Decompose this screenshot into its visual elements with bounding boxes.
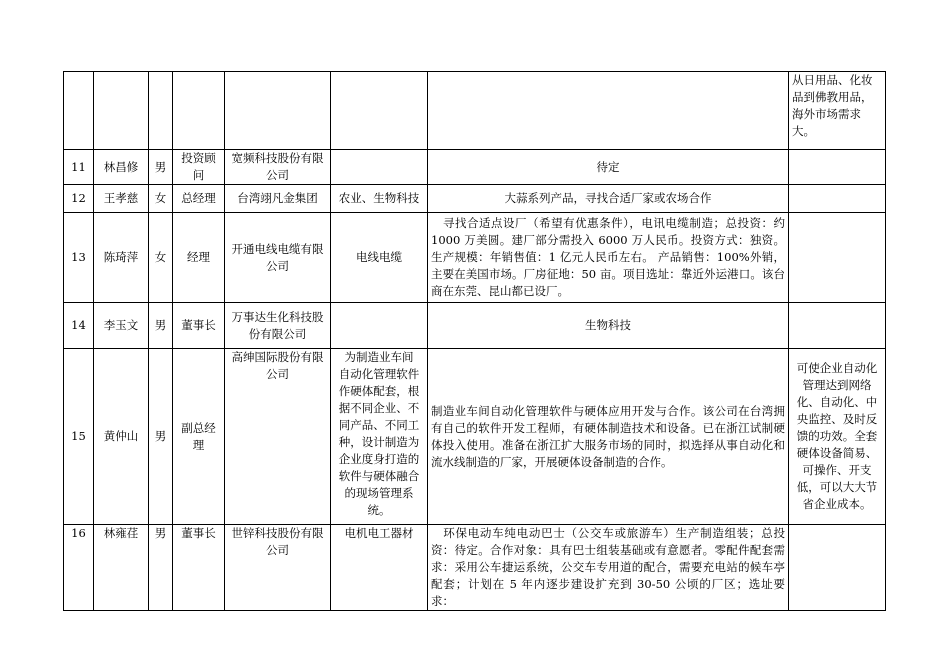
cell-description: 寻找合适点设厂（希望有优惠条件），电讯电缆制造；总投资：约 1000 万美圆。建厂部分需投入 6000 万人民币。投资方式：独资。生产规模：年销售值：1 亿元人民币左右。 产品销售：100%外销，主要在美国市场。厂房征地：50 亩。项目选址：靠近外运港口。该台商在东莞、昆山都已设厂。 [428,213,789,303]
cell-company: 世锌科技股份有限 公司 [225,525,331,611]
cell-no: 15 [64,349,94,525]
cell-note [789,303,886,349]
cell-company: 台湾翊凡金集团 [225,185,331,213]
cell-note [789,525,886,611]
cell-name: 林雍荏 [94,525,149,611]
cell-gender: 男 [149,349,173,525]
cell-no: 12 [64,185,94,213]
cell-name: 陈琦萍 [94,213,149,303]
cell-name: 林昌修 [94,150,149,185]
cell-name: 黄仲山 [94,349,149,525]
cell-description: 环保电动车纯电动巴士（公交车或旅游车）生产制造组装；总投资：待定。合作对象：具有巴士组装基础或有意愿者。零配件配套需求：采用公车捷运系统，公交车专用道的配合，需要充电站的候车亭配套；计划在 5 年内逐步建设扩充到 30-50 公顷的厂区；选址要求： [428,525,789,611]
cell-industry [331,303,428,349]
cell-gender [149,72,173,150]
table-row [64,525,886,611]
cell-industry [331,72,428,150]
cell-name: 李玉文 [94,303,149,349]
cell-company: 万事达生化科技股 份有限公司 [225,303,331,349]
cell-no: 14 [64,303,94,349]
cell-title: 董事长 [173,525,225,611]
cell-title: 董事长 [173,303,225,349]
cell-name: 王孝慈 [94,185,149,213]
cell-title: 副总经理 [173,349,225,525]
cell-note: 可使企业自动化 管理达到网络 化、自动化、中 央监控、及时反 馈的功效。全套 硬体设备简易、 可操作、开支 低，可以大大节 省企业成本。 [789,349,886,525]
cell-note [789,185,886,213]
cell-description [428,72,789,150]
cell-industry: 电线电缆 [331,213,428,303]
cell-note: 从日用品、化妆 品到佛教用品， 海外市场需求 大。 [789,72,886,150]
cell-industry [331,150,428,185]
cell-gender: 男 [149,525,173,611]
table-row [64,72,886,150]
cell-title: 总经理 [173,185,225,213]
cell-description: 大蒜系列产品，寻找合适厂家或农场合作 [428,185,789,213]
cell-no: 13 [64,213,94,303]
table-row [64,150,886,185]
cell-note [789,213,886,303]
cell-name [94,72,149,150]
cell-no: 16 [64,525,94,611]
table-row [64,303,886,349]
cell-industry: 农业、生物科技 [331,185,428,213]
cell-description: 生物科技 [428,303,789,349]
table-row [64,185,886,213]
cell-gender: 男 [149,303,173,349]
table-row [64,349,886,525]
cell-gender: 女 [149,185,173,213]
cell-industry: 电机电工器材 [331,525,428,611]
cell-no: 11 [64,150,94,185]
cell-industry: 为制造业车间 自动化管理软件 作硬体配套，根 据不同企业、不 同产品、不同工 种，设计制造为 企业度身打造的 软件与硬体融合 的现场管理系 统。 [331,349,428,525]
investor-table [63,71,886,611]
cell-gender: 男 [149,150,173,185]
cell-description: 待定 [428,150,789,185]
cell-company: 高绅国际股份有限 公司 [225,349,331,525]
cell-no [64,72,94,150]
cell-company: 开通电线电缆有限 公司 [225,213,331,303]
cell-title: 投资顾问 [173,150,225,185]
cell-gender: 女 [149,213,173,303]
cell-description: 制造业车间自动化管理软件与硬体应用开发与合作。该公司在台湾拥有自己的软件开发工程师，有硬体制造技术和设备。已在浙江试制硬体投入使用。准备在浙江扩大服务市场的同时，拟选择从事自动化和流水线制造的厂家，开展硬体设备制造的合作。 [428,349,789,525]
cell-title: 经理 [173,213,225,303]
cell-company: 宽频科技股份有限 公司 [225,150,331,185]
cell-note [789,150,886,185]
cell-title [173,72,225,150]
table-row [64,213,886,303]
cell-company [225,72,331,150]
